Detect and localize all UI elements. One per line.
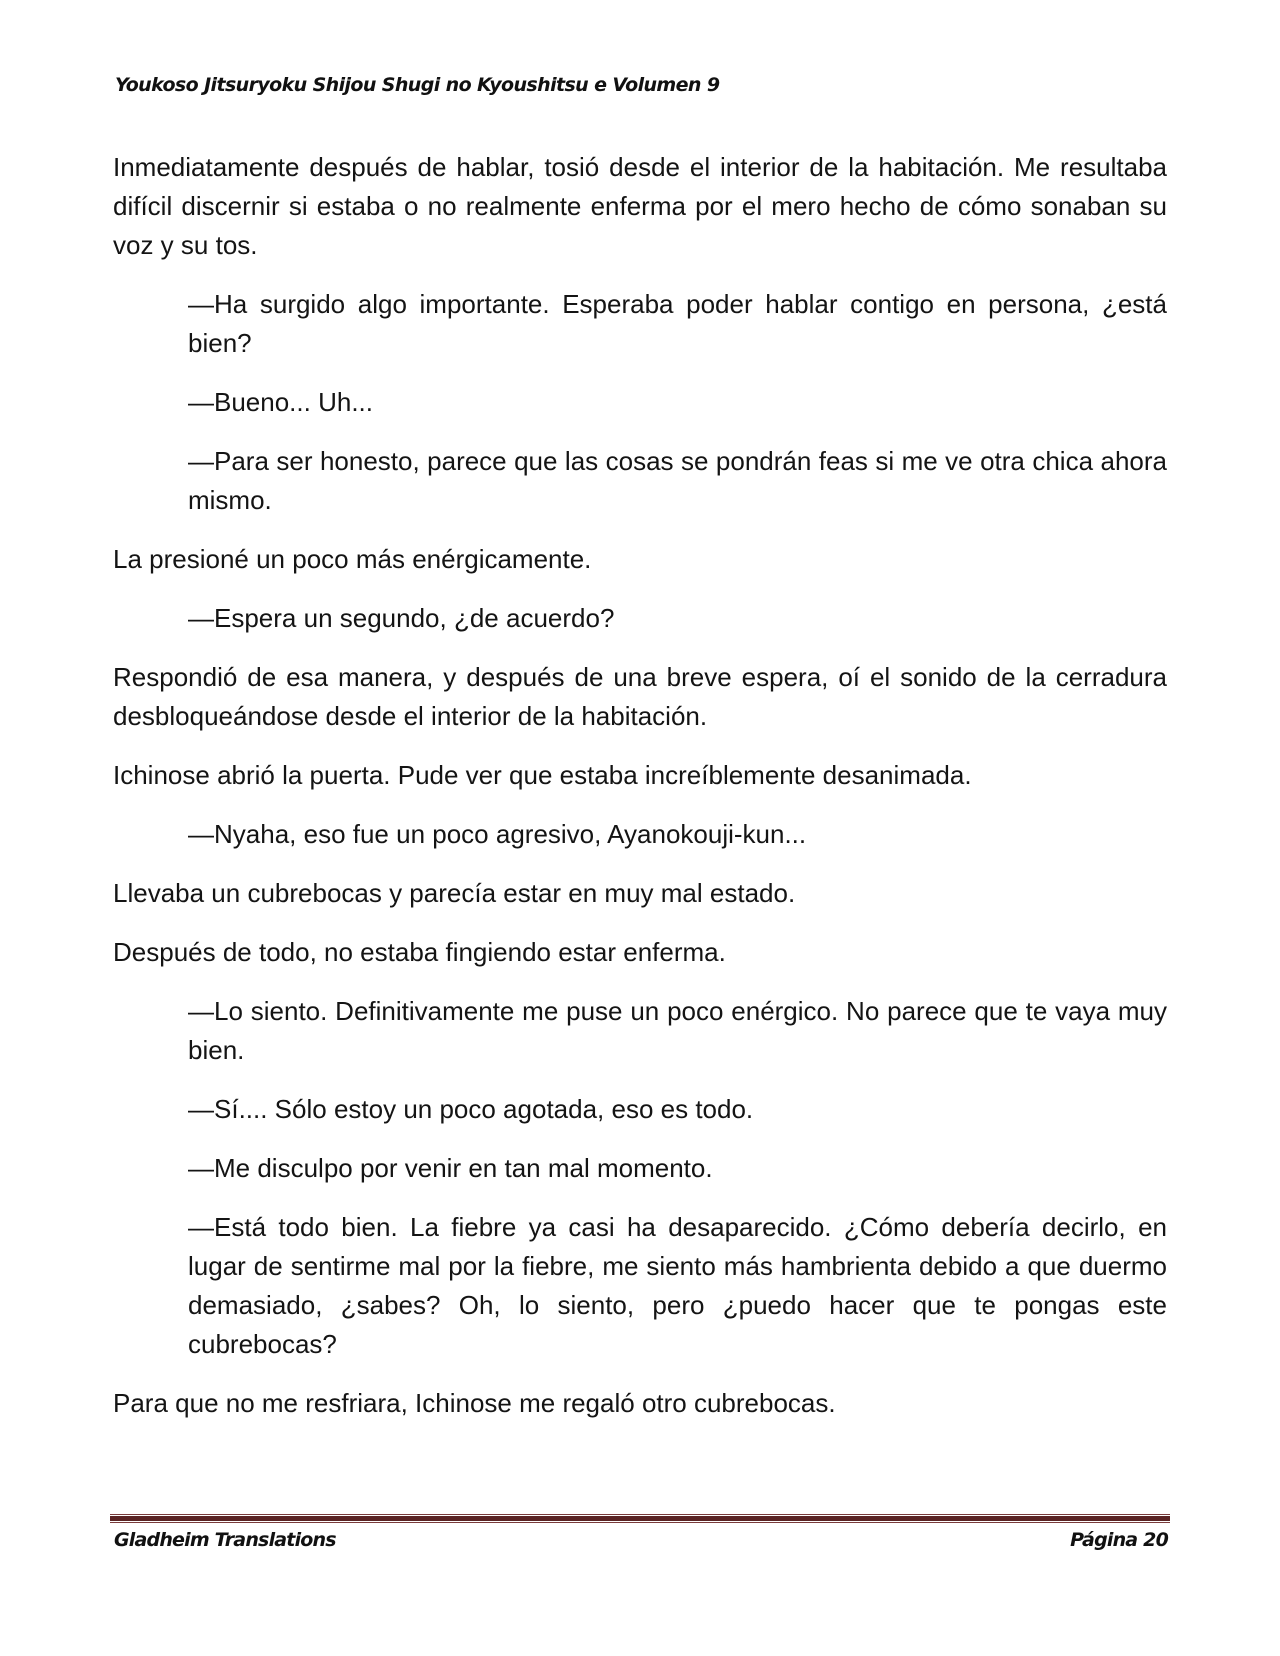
paragraph-narration: Llevaba un cubrebocas y parecía estar en muy mal estado.: [113, 878, 796, 908]
paragraph-dialog: —Lo siento. Definitivamente me puse un poco enérgico. No parece que te vaya muy bien.: [188, 996, 1167, 1065]
page-body: [113, 148, 1167, 1443]
footer-page-number: Página 20: [1070, 1529, 1168, 1551]
paragraph-dialog: —Sí.... Sólo estoy un poco agotada, eso es todo.: [188, 1094, 754, 1124]
paragraph-dialog: —Nyaha, eso fue un poco agresivo, Ayanokouji-kun...: [188, 819, 807, 849]
paragraph-dialog: —Bueno... Uh...: [188, 387, 373, 417]
paragraph-dialog: —Ha surgido algo importante. Esperaba poder hablar contigo en persona, ¿está bien?: [188, 289, 1167, 358]
footer-divider-thin-top: [110, 1514, 1170, 1515]
paragraph-narration: La presioné un poco más enérgicamente.: [113, 544, 592, 574]
running-header-title: Youkoso Jitsuryoku Shijou Shugi no Kyoushitsu e Volumen 9: [115, 74, 720, 96]
paragraph-narration: Inmediatamente después de hablar, tosió desde el interior de la habitación. Me resultaba difícil discernir si estaba o no realmente enferma por el mero hecho de cómo sonaban su voz y su tos.: [113, 152, 1167, 260]
paragraph-narration: Respondió de esa manera, y después de una breve espera, oí el sonido de la cerradura desbloqueándose desde el interior de la habitación.: [113, 662, 1167, 731]
footer-divider-thick: [110, 1516, 1170, 1521]
paragraph-dialog: —Para ser honesto, parece que las cosas se pondrán feas si me ve otra chica ahora mismo.: [188, 446, 1167, 515]
paragraph-narration: Ichinose abrió la puerta. Pude ver que estaba increíblemente desanimada.: [113, 760, 972, 790]
paragraph-narration: Después de todo, no estaba fingiendo estar enferma.: [113, 937, 726, 967]
paragraph-dialog: —Espera un segundo, ¿de acuerdo?: [188, 603, 615, 633]
paragraph-dialog: —Me disculpo por venir en tan mal momento.: [188, 1153, 713, 1183]
footer-divider-thin-bottom: [110, 1522, 1170, 1523]
footer-divider: [110, 1514, 1170, 1523]
paragraph-narration: Para que no me resfriara, Ichinose me regaló otro cubrebocas.: [113, 1388, 836, 1418]
footer-publisher: Gladheim Translations: [114, 1529, 336, 1551]
paragraph-dialog: —Está todo bien. La fiebre ya casi ha desaparecido. ¿Cómo debería decirlo, en lugar de sentirme mal por la fiebre, me siento más hambrienta debido a que duermo demasiado, ¿sabes? Oh, lo siento, pero ¿puedo hacer que te pongas este cubrebocas?: [188, 1212, 1167, 1359]
